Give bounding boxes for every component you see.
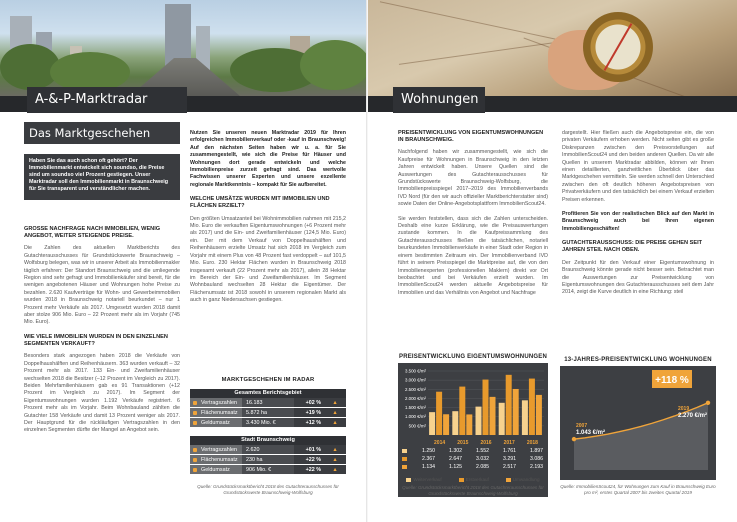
- trend-point: [706, 401, 710, 405]
- row-value: 5.872 ha: [242, 408, 294, 417]
- body-paragraph: Nachfolgend haben wir zusammengestellt, wie sich die Kaufpreise für Wohnungen in Braunschweig in den letzten Jahren entwickelt haben. Unsere Quellen sind die Auswertungen des Gutachterausschusses für Grundstückswerte Braunschweig-Wolfsburg, die Immobilienpreisspiegel 2017–2019 des Immobilienverbands IVD Nord (für den wir auch offizieller Marktberichterstatter sind) sowie Daten der Online-Angebotsplattform ImmobilienScout24.: [398, 149, 548, 208]
- legend-item: [459, 477, 489, 482]
- trend-chart: [560, 366, 716, 480]
- table-row: [190, 445, 346, 455]
- data-table-cell: 3.032: [476, 456, 489, 462]
- x-tick-label: 2017: [503, 440, 515, 446]
- legend-item: [506, 477, 540, 482]
- city-photo: [0, 0, 366, 96]
- row-label: Geldumsatz: [190, 418, 242, 427]
- legend-label: Weiterverkauf: [413, 477, 442, 482]
- legend-swatch: [406, 478, 411, 482]
- tree-shape: [50, 52, 130, 92]
- series-swatch: [398, 455, 412, 463]
- row-value: 230 ha: [242, 455, 294, 464]
- data-table-cell: 3.086: [530, 456, 543, 462]
- data-table-cell: 1.552: [476, 448, 489, 454]
- bar: [513, 389, 519, 435]
- bar-chart-title: PREISENTWICKLUNG EIGENTUMSWOHNUNGEN: [399, 354, 547, 360]
- bar: [443, 414, 449, 435]
- row-label: Geldumsatz: [190, 465, 242, 474]
- body-paragraph: Die Zahlen des aktuellen Marktberichts des Gutachterausschusses für Grundstückswerte Braunschweig – Wolfsburg belegen, was wir in unserer Arbeit als Immobilienmakler täglich erfahren: Der Standort Braunschweig und die umliegende Region sind sehr gefragt und Immobilienkäufer sind bereit, für die wenigen angebotenen Häuser und Wohnungen hohe Preise zu bezahlen. 2.620 Kaufverträge für Wohn- und Gewerbeimmobilien wurden 2018 in Braunschweig notariell beurkundet – nur 1 Prozent mehr Verkäufe als 2017. Umgesetzt wurden 2018 damit aber stolze 906 Mio. Euro – 22 Prozent mehr als im Vorjahr (745 Mio. Euro).: [24, 245, 180, 326]
- row-value: 2.620: [242, 445, 294, 454]
- trend-arrow-icon: ▲: [324, 445, 346, 454]
- swatch-mark: [402, 449, 407, 453]
- trend-chart-source: Quelle: ImmobilienScout24, für Wohnungen zum Kauf in Braunschweig Euro pro m², erstes Quartal 2007 bis zweites Quartal 2019: [560, 484, 716, 495]
- row-change: +22 %: [294, 455, 324, 464]
- needle-shape: [604, 23, 633, 71]
- bar: [490, 397, 496, 435]
- trend-arrow-icon: ▲: [324, 418, 346, 427]
- data-table-cell: 2.367: [422, 456, 435, 462]
- bar-chart-source: Quelle: Grundstücksmarktbericht 2018 des Gutachterausschusses für Grundstückswerte Braunschweig-Wolfsburg: [402, 485, 544, 496]
- section-tag-right: Wohnungen: [393, 87, 485, 113]
- y-tick-label: 2.000 €/m²: [405, 395, 426, 401]
- data-table-cell: 1.125: [449, 464, 462, 470]
- row-change: +12 %: [294, 418, 324, 427]
- data-table-cell: 2.647: [449, 456, 462, 462]
- compass-icon: [583, 12, 653, 82]
- bar: [429, 412, 435, 435]
- bar: [529, 379, 535, 435]
- data-table-row: [398, 463, 548, 471]
- data-table-cell: 2.085: [476, 464, 489, 470]
- radar-table-region: [190, 389, 346, 428]
- row-label: Vertragszahlen: [190, 398, 242, 407]
- swatch-mark: [402, 465, 407, 469]
- lead-paragraph: Profitieren Sie von der realistischen Blick auf den Markt in Braunschweig auch bei Ihren eigenen Immobiliengeschäften!: [562, 211, 714, 232]
- right-column-2: [562, 130, 714, 304]
- row-value: 3.430 Mio. €: [242, 418, 294, 427]
- swatch-mark: [402, 457, 407, 461]
- section-heading: PREISENTWICKLUNG VON EIGENTUMSWOHNUNGEN IN BRAUNSCHWEIG.: [398, 130, 544, 144]
- compass-photo: [368, 0, 737, 96]
- bar: [436, 392, 442, 435]
- trend-arrow-icon: ▲: [324, 465, 346, 474]
- left-column-2: [190, 130, 346, 312]
- data-table-cell: 3.291: [503, 456, 516, 462]
- growth-badge-label: +118 %: [655, 375, 689, 386]
- row-label: Vertragszahlen: [190, 445, 242, 454]
- radar-table-city: [190, 436, 346, 475]
- map-line: [380, 1, 556, 39]
- row-change: +01 %: [294, 445, 324, 454]
- bar-chart-legend: [398, 477, 548, 482]
- row-value: 16.183: [242, 398, 294, 407]
- data-table-cell: 1.250: [422, 448, 435, 454]
- page-gutter: [366, 0, 368, 522]
- left-column-1: [24, 226, 180, 442]
- bar-chart: [398, 365, 548, 447]
- series-swatch: [398, 463, 412, 471]
- start-year-label: 2007: [576, 423, 588, 430]
- data-table-cell: 1.761: [503, 448, 516, 454]
- end-year-label: 2019: [678, 405, 690, 412]
- legend-label: Erstverkauf: [465, 477, 489, 482]
- y-tick-label: 1.500 €/m²: [405, 405, 426, 411]
- section-heading: GUTACHTERAUSSCHUSS: DIE PREISE GEHEN SEIT JAHREN STEIL NACH OBEN.: [562, 240, 703, 254]
- data-table-cell: 1.302: [449, 448, 462, 454]
- bar: [466, 414, 472, 435]
- right-column-1: [398, 130, 548, 304]
- end-value-label: 2.270 €/m²: [678, 412, 708, 419]
- trend-point: [572, 437, 576, 441]
- trend-arrow-icon: ▲: [324, 398, 346, 407]
- legend-swatch: [506, 478, 511, 482]
- row-label: Flächenumsatz: [190, 408, 242, 417]
- section-heading: WIE VIELE IMMOBILIEN WURDEN IN DEN EINZELNEN SEGMENTEN VERKAUFT?: [24, 333, 168, 348]
- bar: [522, 400, 528, 435]
- bar: [499, 403, 505, 435]
- x-tick-label: 2015: [457, 440, 469, 446]
- trend-chart-title: 13-JAHRES-PREISENTWICKLUNG WOHNUNGEN: [564, 357, 712, 363]
- row-change: +02 %: [294, 398, 324, 407]
- tree-shape: [300, 40, 366, 90]
- bar: [536, 395, 542, 435]
- bar: [452, 411, 458, 435]
- data-table-cell: 1.897: [530, 448, 543, 454]
- section-tag-left: A-&-P-Marktradar: [27, 87, 187, 113]
- table-caption: Stadt Braunschweig: [190, 436, 346, 445]
- bar-chart-data-table: [398, 447, 548, 471]
- trend-arrow-icon: ▲: [324, 455, 346, 464]
- bar: [506, 375, 512, 435]
- y-tick-label: 2.500 €/m²: [405, 386, 426, 392]
- bar: [483, 380, 489, 435]
- table-row: [190, 418, 346, 428]
- table-row: [190, 465, 346, 475]
- body-paragraph: Sie werden feststellen, dass sich die Zahlen unterscheiden. Deshalb eine kurze Erklärung, wie die Preisauswertungen zustande kommen. In die Kaufpreissammlung des Gutachterausschusses fließen die tatsächlichen, notariell beurkundeten Immobilienverkäufe in einer Stadt oder Region in einem bestimmten Zeitraum ein. Der Immobilienverband IVD führt in seinem Preisspiegel die Marktpreise auf, die von den Immobilienexperten (professionellen Maklern) direkt vor Ort beobachtet und bei Verkäufen erzielt wurden. Im ImmobilienScout24 werden aktuelle Angebotspreise für Immobilien und das Verhältnis von Angebot und Nachfrage: [398, 215, 548, 296]
- section-heading: GROSSE NACHFRAGE NACH IMMOBILIEN, WENIG ANGEBOT, WEITER STEIGENDE PREISE.: [24, 226, 161, 240]
- intro-box: Haben Sie das auch schon oft gehört? Der Immobilienmarkt entwickelt sich soundso, die Preise sind um soundso viel Prozent gestiegen. Unser Marktradar soll den Immobilienmarkt in Braunschweig für Sie transparent und verständlicher machen.: [24, 154, 180, 200]
- lead-paragraph: Nutzen Sie unseren neuen Marktradar 2019 für Ihren erfolgreichen Immobilienverkauf oder -kauf in Braunschweig! Auf den nächsten Seiten haben wir u. a. für Sie zusammengestellt, wie sich die Preise für Häuser und Wohnungen dort gerade entwickeln und welche Immobilienpreise zurzeit gefragt sind. Das wertvolle Fachwissen unserer Experten und unsere exzellente regionale Marktkenntnis – kompakt für Sie aufbereitet.: [190, 130, 346, 188]
- data-table-cell: 2.193: [530, 464, 543, 470]
- row-change: +19 %: [294, 408, 324, 417]
- legend-label: Umwandlung: [512, 477, 540, 482]
- radar-source: Quelle: Grundstücksmarktbericht 2018 des Gutachterausschusses für Grundstückswerte Braunschweig-Wolfsburg: [197, 484, 339, 495]
- table-row: [190, 398, 346, 408]
- trend-arrow-icon: ▲: [324, 408, 346, 417]
- table-row: [190, 408, 346, 418]
- table-row: [190, 455, 346, 465]
- data-table-cell: 2.517: [503, 464, 516, 470]
- data-table-cell: 1.134: [422, 464, 435, 470]
- series-swatch: [398, 447, 412, 455]
- y-tick-label: 500 €/m²: [408, 423, 426, 429]
- body-paragraph: Den größten Umsatzanteil bei Wohnimmobilien nahmen mit 215,2 Mio. Euro die verkauften Eigentumswohnungen (+6 Prozent mehr als 2017) und die Ein- und Zweifamilienhäuser (124,5 Mio. Euro) ein. Der mit dem Verkauf von Doppelhaushälften und Reihenhäusern erzielte Umsatz hat sich 2018 im Vergleich zum Vorjahr mit einem Plus von 48 Prozent fast verdoppelt – auf 101,5 Mio. Euro. 230 Hektar Flächen wurden in Braunschweig 2018 insgesamt verkauft (22 Prozent mehr als 2017), allein 28 Hektar im Bereich der Ein- und Zweifamilienhäuser. Im Segment Wohnbauland wechselten 28 Hektar die Eigentümer. Der Flächenumsatz ist 2018 sowohl in unserem regionalen Markt als auch in ganz Niedersachsen gestiegen.: [190, 215, 346, 304]
- legend-swatch: [459, 478, 464, 482]
- start-value-label: 1.043 €/m²: [576, 430, 606, 437]
- page-headline: Das Marktgeschehen: [24, 122, 180, 144]
- row-change: +22 %: [294, 465, 324, 474]
- y-tick-label: 1.000 €/m²: [405, 414, 426, 420]
- section-heading: WELCHE UMSÄTZE WURDEN MIT IMMOBILIEN UND FLÄCHEN ERZIELT?: [190, 196, 330, 210]
- bar: [476, 407, 482, 435]
- legend-item: [406, 477, 441, 482]
- data-table-row: [398, 447, 548, 455]
- y-tick-label: 3.500 €/m²: [405, 368, 426, 374]
- row-value: 906 Mio. €: [242, 465, 294, 474]
- y-tick-label: 3.000 €/m²: [405, 377, 426, 383]
- radar-title: MARKTGESCHEHEN IM RADAR: [221, 377, 315, 383]
- body-paragraph: Der Zeitpunkt für den Verkauf einer Eigentumswohnung in Braunschweig könnte gerade nicht besser sein. Betrachtet man die Auswertungen zur Preisentwicklung von Eigentumswohnungen des Gutachterausschusses seit dem Jahr 2014, zeigt die Kurve deutlich in eine Richtung: steil: [562, 259, 714, 296]
- row-label: Flächenumsatz: [190, 455, 242, 464]
- body-paragraph: dargestellt. Hier fließen auch die Angebotspreise ein, die von privaten Verkäufern erhoben werden. Nicht selten gibt es große Diskrepanzen zwischen den Preisvorstellungen auf ImmobilienScout24 und den beiden anderen Quellen. Da wir alle Quellen in unserem Marktradar abbilden, können wir Ihnen einen detaillierten, ganzheitlichen Überblick über das Marktgeschehen vermitteln. Sie werden schnell den Unterschied zwischen den oft deutlich höheren Angebotspreisen von Privatverkäufern und den tatsächlich bei einem Verkauf erzielten Preisen erkennen.: [562, 130, 714, 203]
- data-table-row: [398, 455, 548, 463]
- body-paragraph: Besonders stark angezogen haben 2018 die Verkäufe von Doppelhaushälften und Reihenhäusern. 363 wurden verkauft – 32 Prozent mehr als 2017. 133 Ein- und Zweifamilienhäuser wechselten 2018 die Besitzer (–12 Prozent im Vergleich zu 2017). Beiden Mehrfamilienhäusern gab es 91 Transaktionen (+12 Prozent im Vergleich zu 2017). Im Segment der Eigentumswohnungen wurden 1.192 Verkäufe registriert. 6 Prozent mehr als im Vorjahr. Beim Wohnbauland zählten die Gutachter 158 Verkäufe und damit 13 Prozent weniger als 2017. Der Hauptgrund für die rückläufigen Vertragszahlen in den einzelnen Segmenten dürfte der Mangel an Angebot sein.: [24, 353, 180, 434]
- x-tick-label: 2018: [526, 440, 538, 446]
- bar: [459, 387, 465, 435]
- x-tick-label: 2016: [480, 440, 492, 446]
- x-tick-label: 2014: [434, 440, 446, 446]
- table-caption: Gesamtes Berichtsgebiet: [190, 389, 346, 398]
